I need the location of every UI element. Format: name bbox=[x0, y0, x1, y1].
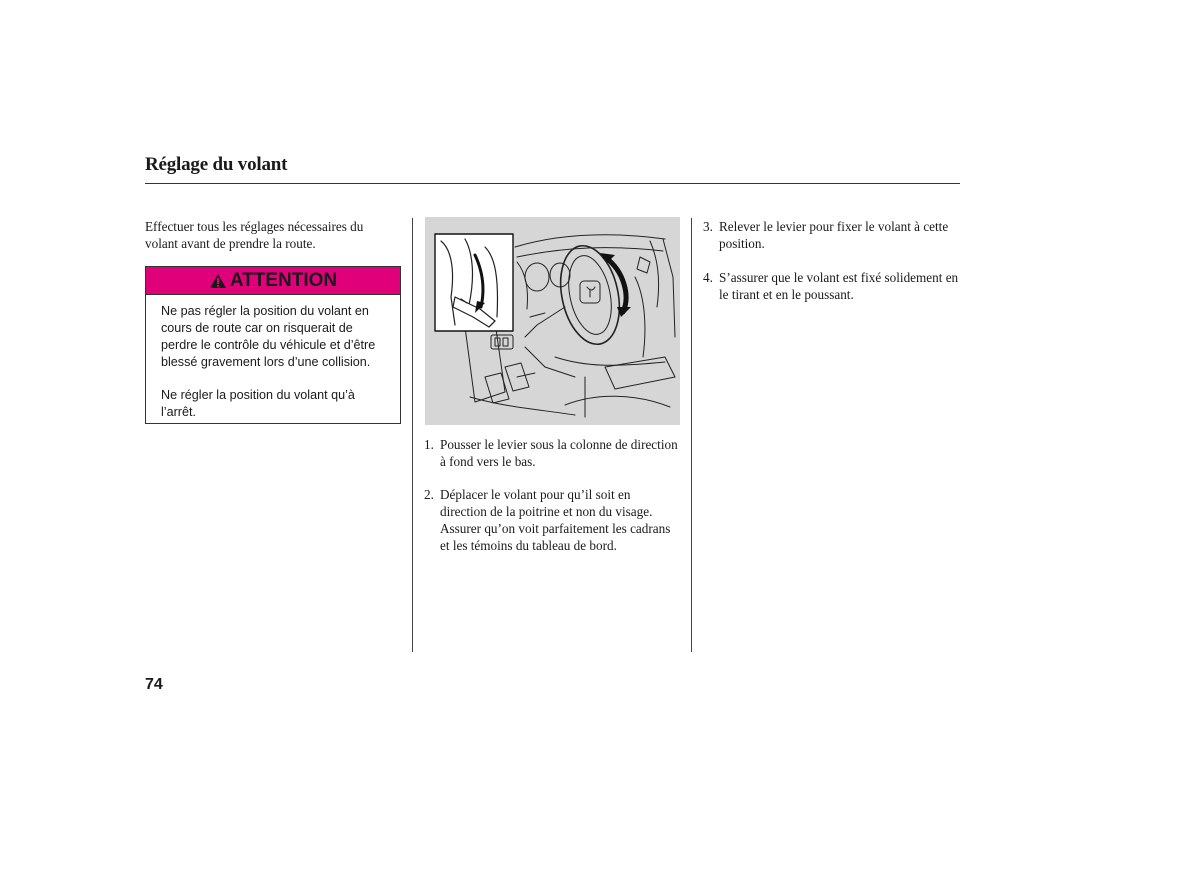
lever-inset bbox=[435, 234, 513, 331]
warning-box bbox=[145, 266, 401, 424]
title-rule bbox=[145, 183, 960, 184]
step-number: 4. bbox=[703, 270, 713, 285]
step-text: Relever le levier pour fixer le volant à cette position. bbox=[719, 219, 949, 251]
step-number: 3. bbox=[703, 219, 713, 234]
step-3 bbox=[703, 218, 959, 252]
warning-paragraph: Ne régler la position du volant qu’à l’arrêt. bbox=[161, 388, 355, 419]
step-text: S’assurer que le volant est fixé solidement en le tirant et en le poussant. bbox=[719, 270, 959, 302]
step-number: 2. bbox=[424, 487, 434, 502]
warning-header-label: ATTENTION bbox=[229, 269, 338, 291]
intro-text: Effectuer tous les réglages nécessaires du volant avant de prendre la route. bbox=[145, 219, 364, 251]
column-divider-right bbox=[691, 218, 692, 652]
warning-body bbox=[146, 295, 400, 421]
illustration-drawing bbox=[425, 217, 680, 425]
page-number: 74 bbox=[145, 676, 163, 693]
steering-wheel-adjustment-illustration bbox=[425, 217, 680, 425]
warning-triangle-icon bbox=[209, 273, 227, 289]
step-text: Déplacer le volant pour qu’il soit en direction de la poitrine et non du visage. Assurer qu’on voit parfaitement les cadrans et les témoins du tableau de bord. bbox=[440, 487, 671, 553]
warning-paragraph: Ne pas régler la position du volant en cours de route car on risquerait de perdre le contrôle du véhicule et d’être blessé gravement lors d’une collision. bbox=[161, 304, 376, 369]
step-4 bbox=[703, 269, 959, 303]
warning-header bbox=[146, 267, 400, 295]
step-text: Pousser le levier sous la colonne de direction à fond vers le bas. bbox=[440, 437, 678, 469]
step-2 bbox=[424, 486, 680, 554]
column-divider-left bbox=[412, 218, 413, 652]
step-number: 1. bbox=[424, 437, 434, 452]
step-1 bbox=[424, 436, 680, 470]
page-title: Réglage du volant bbox=[145, 154, 288, 175]
